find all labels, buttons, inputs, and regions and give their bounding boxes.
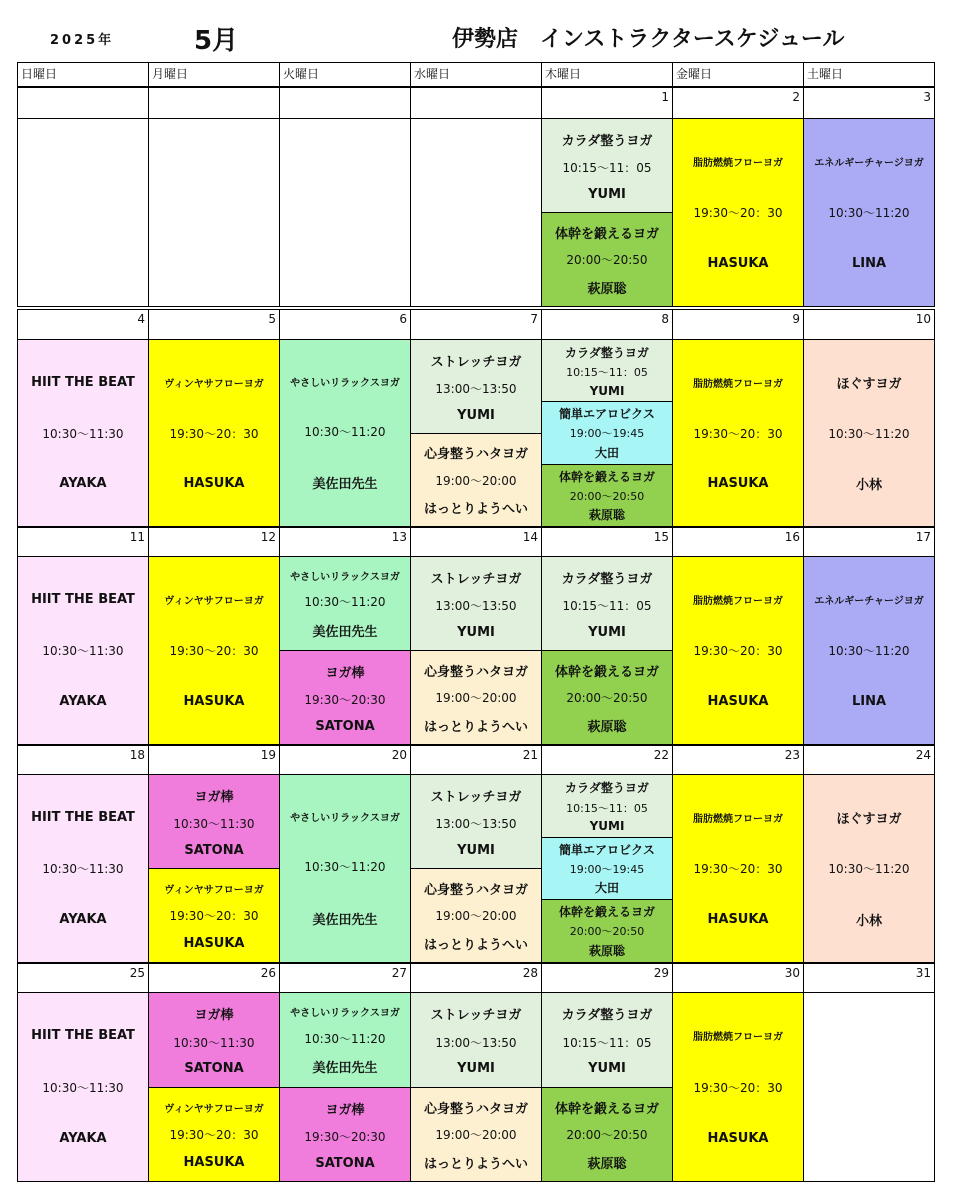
class-name: カラダ整うヨガ: [561, 133, 653, 149]
class-time: 20:00～20:50: [566, 691, 648, 705]
class-time: 10:30～11:20: [828, 426, 910, 441]
class-name: HIIT THE BEAT: [31, 810, 135, 825]
class-slot[interactable]: [17, 556, 149, 745]
class-name: 脂肪燃焼フローヨガ: [693, 596, 783, 607]
class-time: 10:30～11:30: [42, 1080, 124, 1095]
class-slot[interactable]: [541, 556, 673, 651]
class-slot[interactable]: [541, 1087, 673, 1182]
class-instructor: YUMI: [588, 1061, 626, 1077]
date-number: 14: [410, 527, 542, 557]
class-time: 19:00～20:00: [435, 909, 517, 923]
class-name: やさしいリラックスヨガ: [290, 377, 400, 389]
class-slot[interactable]: [672, 992, 804, 1182]
page-title: 伊勢店 インストラクタースケジュール: [452, 27, 845, 52]
class-slot[interactable]: [17, 339, 149, 527]
class-time: 19:30～20：30: [169, 909, 259, 923]
date-number: 25: [17, 963, 149, 993]
date-number: 19: [148, 745, 280, 775]
class-instructor: 小林: [855, 914, 882, 929]
class-slot[interactable]: [672, 774, 804, 963]
class-time: 19:30～20:30: [304, 693, 386, 707]
class-time: 19:30～20：30: [693, 644, 783, 658]
class-time: 19:00～19:45: [569, 427, 645, 440]
class-slot[interactable]: [279, 556, 411, 651]
date-number: 22: [541, 745, 673, 775]
class-instructor: 萩原聡: [587, 281, 627, 297]
class-time: 10:15～11：05: [562, 1035, 652, 1050]
class-time: 10:30～11:20: [304, 595, 386, 609]
class-name: ヨガ棒: [194, 789, 234, 805]
class-time: 10:15～11：05: [566, 366, 648, 379]
empty-day-cell: [803, 992, 935, 1182]
class-instructor: YUMI: [457, 842, 495, 858]
class-name: 脂肪燃焼フローヨガ: [693, 158, 783, 169]
class-slot[interactable]: [410, 556, 542, 651]
weekday-header: 金曜日: [672, 62, 804, 87]
class-slot[interactable]: [410, 650, 542, 745]
date-number: 15: [541, 527, 673, 557]
date-number: 20: [279, 745, 411, 775]
weekday-header: 水曜日: [410, 62, 542, 87]
class-instructor: SATONA: [315, 718, 375, 734]
class-slot[interactable]: [541, 650, 673, 745]
date-number: 16: [672, 527, 804, 557]
date-number: 6: [279, 309, 411, 340]
class-slot[interactable]: [148, 339, 280, 527]
year-label: 2025年: [50, 33, 115, 48]
class-instructor: 萩原聡: [587, 719, 627, 735]
class-time: 19:00～20:00: [435, 473, 517, 488]
class-instructor: AYAKA: [59, 912, 107, 927]
class-time: 10:15～11：05: [562, 161, 652, 175]
class-name: カラダ整うヨガ: [565, 780, 649, 795]
weekday-header: 土曜日: [803, 62, 935, 87]
class-instructor: 美佐田先生: [312, 913, 378, 928]
class-name: ヴィンヤサフローヨガ: [164, 378, 264, 390]
class-time: 10:30～11:30: [173, 817, 255, 831]
class-slot[interactable]: [410, 868, 542, 963]
class-slot[interactable]: [803, 118, 935, 307]
class-name: ヴィンヤサフローヨガ: [164, 884, 264, 896]
date-number: 24: [803, 745, 935, 775]
class-time: 20:00～20:50: [566, 1128, 648, 1142]
class-time: 19:00～20:00: [435, 691, 517, 705]
class-name: 簡単エアロビクス: [559, 407, 655, 421]
date-number: 1: [541, 87, 673, 119]
date-number: 17: [803, 527, 935, 557]
date-number: 11: [17, 527, 149, 557]
class-instructor: HASUKA: [183, 694, 245, 709]
class-slot[interactable]: [541, 774, 673, 838]
date-number: 13: [279, 527, 411, 557]
class-instructor: HASUKA: [183, 1154, 245, 1170]
class-instructor: はっとりようへい: [423, 501, 528, 517]
date-number: [279, 87, 411, 119]
class-name: エネルギーチャージヨガ: [814, 158, 924, 169]
class-name: 脂肪燃焼フローヨガ: [693, 814, 783, 825]
class-instructor: 萩原聡: [588, 508, 625, 523]
class-instructor: 美佐田先生: [312, 477, 378, 493]
class-instructor: HASUKA: [183, 476, 245, 492]
class-instructor: 萩原聡: [588, 944, 625, 958]
class-time: 19:30～20：30: [169, 644, 259, 658]
class-name: ストレッチヨガ: [430, 1007, 522, 1023]
class-time: 19:30～20：30: [693, 206, 783, 220]
date-number: 12: [148, 527, 280, 557]
class-slot[interactable]: [803, 774, 935, 963]
class-instructor: LINA: [851, 694, 887, 709]
class-slot[interactable]: [672, 339, 804, 527]
weekday-header: 木曜日: [541, 62, 673, 87]
class-slot[interactable]: [541, 212, 673, 307]
class-instructor: 大田: [594, 446, 619, 460]
date-number: 27: [279, 963, 411, 993]
class-slot[interactable]: [672, 556, 804, 745]
class-time: 19:30～20：30: [169, 1128, 259, 1142]
class-name: やさしいリラックスヨガ: [290, 813, 400, 824]
class-name: カラダ整うヨガ: [561, 1007, 653, 1023]
class-name: 心身整うハタヨガ: [423, 882, 528, 898]
class-instructor: HASUKA: [707, 256, 769, 271]
class-name: やさしいリラックスヨガ: [290, 1007, 400, 1019]
class-name: ヨガ棒: [325, 1102, 365, 1118]
class-slot[interactable]: [541, 837, 673, 900]
class-instructor: 美佐田先生: [312, 1061, 378, 1077]
class-slot[interactable]: [672, 118, 804, 307]
class-time: 19:30～20:30: [304, 1130, 386, 1144]
class-instructor: SATONA: [315, 1155, 375, 1171]
class-name: 心身整うハタヨガ: [423, 664, 528, 680]
class-time: 13:00～13:50: [435, 1035, 517, 1050]
class-instructor: YUMI: [589, 819, 625, 834]
class-instructor: AYAKA: [59, 1130, 107, 1146]
class-time: 20:00～20:50: [569, 925, 645, 938]
date-number: 5: [148, 309, 280, 340]
class-instructor: HASUKA: [707, 694, 769, 709]
date-number: 31: [803, 963, 935, 993]
class-time: 10:30～11:20: [828, 644, 910, 658]
empty-day-cell: [17, 118, 149, 307]
class-instructor: はっとりようへい: [423, 1156, 528, 1172]
class-instructor: SATONA: [184, 842, 244, 858]
date-number: 8: [541, 309, 673, 340]
class-slot[interactable]: [410, 339, 542, 434]
class-slot[interactable]: [148, 1087, 280, 1182]
class-time: 19:00～19:45: [569, 862, 645, 876]
class-time: 13:00～13:50: [435, 599, 517, 613]
class-time: 10:30～11:30: [42, 862, 124, 876]
class-time: 10:30～11:20: [304, 424, 386, 439]
class-time: 10:15～11：05: [562, 599, 652, 613]
class-instructor: はっとりようへい: [423, 719, 528, 735]
class-name: 脂肪燃焼フローヨガ: [693, 1032, 783, 1044]
class-name: ヨガ棒: [325, 665, 365, 681]
empty-day-cell: [279, 118, 411, 307]
date-number: 30: [672, 963, 804, 993]
class-instructor: AYAKA: [59, 476, 107, 492]
class-time: 10:30～11:20: [304, 1031, 386, 1046]
date-number: 4: [17, 309, 149, 340]
class-name: カラダ整うヨガ: [561, 571, 653, 587]
class-name: やさしいリラックスヨガ: [290, 571, 400, 583]
class-slot[interactable]: [541, 401, 673, 465]
class-slot[interactable]: [279, 1087, 411, 1182]
class-instructor: LINA: [851, 256, 887, 271]
class-slot[interactable]: [541, 992, 673, 1088]
date-number: 28: [410, 963, 542, 993]
class-time: 19:00～20:00: [435, 1128, 517, 1142]
class-instructor: 小林: [855, 478, 882, 494]
class-slot[interactable]: [541, 118, 673, 213]
class-name: 体幹を鍛えるヨガ: [558, 905, 655, 919]
date-number: [17, 87, 149, 119]
class-name: カラダ整うヨガ: [565, 345, 649, 360]
class-time: 20:00～20:50: [566, 253, 648, 267]
class-instructor: YUMI: [588, 624, 626, 640]
class-slot[interactable]: [148, 868, 280, 963]
class-slot[interactable]: [17, 992, 149, 1182]
empty-day-cell: [148, 118, 280, 307]
class-instructor: AYAKA: [59, 694, 107, 709]
date-number: 18: [17, 745, 149, 775]
class-name: 体幹を鍛えるヨガ: [554, 1101, 659, 1117]
date-number: 2: [672, 87, 804, 119]
date-number: 29: [541, 963, 673, 993]
weekday-header: 火曜日: [279, 62, 411, 87]
class-instructor: HASUKA: [707, 912, 769, 927]
month-label: 5月: [194, 26, 239, 56]
class-name: HIIT THE BEAT: [31, 1028, 135, 1044]
empty-day-cell: [410, 118, 542, 307]
class-name: エネルギーチャージヨガ: [814, 596, 924, 607]
class-slot[interactable]: [279, 339, 411, 527]
date-number: 23: [672, 745, 804, 775]
date-number: 26: [148, 963, 280, 993]
class-slot[interactable]: [279, 774, 411, 963]
class-name: 体幹を鍛えるヨガ: [554, 226, 659, 242]
class-name: 心身整うハタヨガ: [423, 447, 528, 463]
class-name: ほぐすヨガ: [836, 376, 902, 392]
class-time: 10:30～11:20: [828, 862, 910, 876]
class-time: 10:30～11:20: [828, 206, 910, 220]
class-instructor: 萩原聡: [587, 1156, 627, 1172]
class-slot[interactable]: [17, 774, 149, 963]
class-instructor: 美佐田先生: [312, 624, 378, 640]
class-instructor: YUMI: [589, 383, 625, 398]
weekday-header: 月曜日: [148, 62, 280, 87]
class-instructor: YUMI: [457, 624, 495, 640]
class-slot[interactable]: [279, 992, 411, 1088]
class-instructor: 大田: [594, 881, 619, 896]
class-instructor: はっとりようへい: [423, 937, 528, 953]
class-time: 10:15～11：05: [566, 801, 648, 815]
date-number: 3: [803, 87, 935, 119]
class-name: 体幹を鍛えるヨガ: [558, 469, 655, 484]
class-time: 10:30～11:20: [304, 860, 386, 874]
class-time: 13:00～13:50: [435, 817, 517, 831]
class-instructor: YUMI: [588, 186, 626, 202]
class-instructor: SATONA: [184, 1061, 244, 1077]
weekday-header: 日曜日: [17, 62, 149, 87]
class-time: 19:30～20：30: [693, 862, 783, 876]
class-time: 19:30～20：30: [693, 426, 783, 441]
class-name: ヴィンヤサフローヨガ: [164, 596, 264, 607]
class-slot[interactable]: [410, 774, 542, 869]
date-number: 21: [410, 745, 542, 775]
class-slot[interactable]: [410, 1087, 542, 1182]
class-name: ストレッチヨガ: [430, 571, 522, 587]
class-slot[interactable]: [148, 992, 280, 1088]
class-time: 20:00～20:50: [569, 489, 645, 503]
class-name: 脂肪燃焼フローヨガ: [693, 378, 783, 390]
class-instructor: HASUKA: [707, 476, 769, 492]
date-number: 7: [410, 309, 542, 340]
class-instructor: HASUKA: [183, 935, 245, 951]
date-number: [410, 87, 542, 119]
class-instructor: HASUKA: [707, 1130, 769, 1146]
date-number: 9: [672, 309, 804, 340]
class-time: 10:30～11:30: [173, 1035, 255, 1050]
class-slot[interactable]: [148, 556, 280, 745]
class-time: 10:30～11:30: [42, 426, 124, 441]
class-name: HIIT THE BEAT: [31, 592, 135, 607]
class-slot[interactable]: [148, 774, 280, 869]
class-slot[interactable]: [541, 464, 673, 527]
class-slot[interactable]: [410, 433, 542, 527]
class-slot[interactable]: [279, 650, 411, 745]
class-name: ストレッチヨガ: [430, 789, 522, 805]
class-slot[interactable]: [541, 339, 673, 402]
class-name: ヴィンヤサフローヨガ: [164, 1103, 264, 1115]
class-time: 13:00～13:50: [435, 382, 517, 396]
class-name: ほぐすヨガ: [836, 812, 902, 827]
class-slot[interactable]: [803, 339, 935, 527]
class-name: HIIT THE BEAT: [31, 374, 135, 390]
class-slot[interactable]: [803, 556, 935, 745]
class-time: 10:30～11:30: [42, 644, 124, 658]
class-time: 19:30～20：30: [169, 426, 259, 441]
class-time: 19:30～20：30: [693, 1080, 783, 1095]
class-slot[interactable]: [541, 899, 673, 963]
class-name: 簡単エアロビクス: [559, 842, 655, 857]
date-number: [148, 87, 280, 119]
date-number: 10: [803, 309, 935, 340]
class-instructor: YUMI: [457, 407, 495, 423]
class-slot[interactable]: [410, 992, 542, 1088]
class-name: 体幹を鍛えるヨガ: [554, 664, 659, 680]
class-instructor: YUMI: [457, 1061, 495, 1077]
class-name: 心身整うハタヨガ: [423, 1101, 528, 1117]
class-name: ヨガ棒: [194, 1007, 234, 1023]
class-name: ストレッチヨガ: [430, 354, 522, 370]
